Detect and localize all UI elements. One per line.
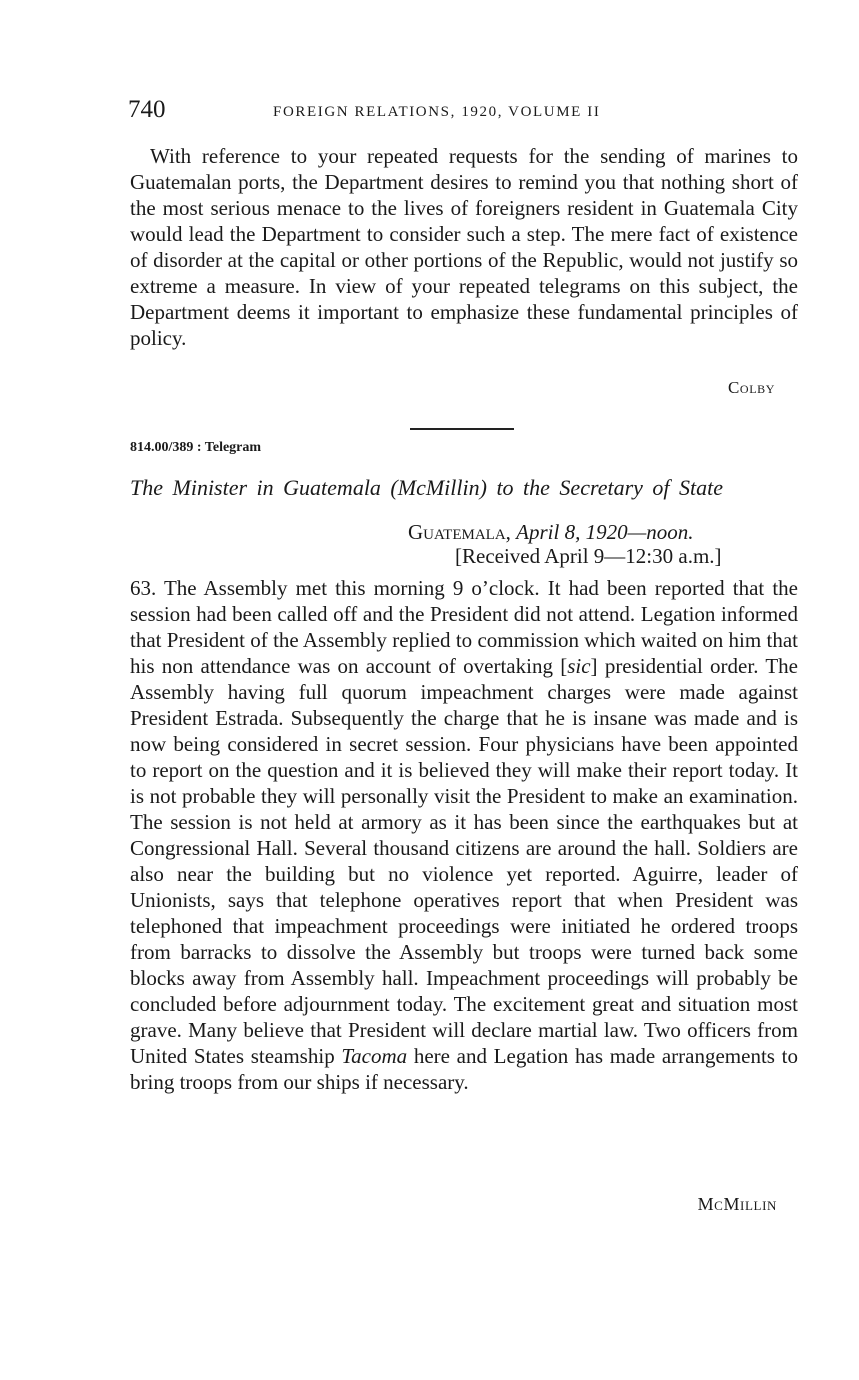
file-reference: 814.00/389 : Telegram <box>130 440 262 455</box>
dateline: Guatemala, April 8, 1920—noon. <box>408 520 694 544</box>
document-title: The Minister in Guatemala (McMillin) to the Secretary of State <box>130 475 724 500</box>
dateline-date: April 8, 1920—noon. <box>516 520 694 544</box>
sic-annotation: sic <box>567 654 591 678</box>
ship-name: Tacoma <box>341 1044 408 1068</box>
signature-colby: Colby <box>727 378 775 397</box>
telegram-body <box>130 575 798 1095</box>
received-note: [Received April 9—12:30 a.m.] <box>455 544 722 568</box>
page-number: 740 <box>128 96 166 123</box>
page-header <box>128 96 798 130</box>
letter-body: With reference to your repeated requests for the sending of marines to Guatemalan ports, the Department desires to remind you that nothing short of the most serious menace to the lives of foreigners resident in Guatemala City would lead the Department to consider such a step. The mere fact of existence of disorder at the capital or other portions of the Republic, would not justify so extreme a measure. In view of your repeated telegrams on this subject, the Department deems it important to emphasize these fundamental principles of policy. <box>130 144 798 350</box>
running-head: FOREIGN RELATIONS, 1920, VOLUME II <box>273 104 601 120</box>
dateline-place: Guatemala <box>408 520 506 544</box>
telegram-body-part1: 63. The Assembly met this morning 9 o’clock. It had been reported that the session had been called off and the President did not attend. Legation informed that President of the Assembly replied to commission which waited on him that his non attendance was on account of overtaking [ <box>130 576 798 678</box>
signature-mcmillin: McMillin <box>697 1194 777 1214</box>
telegram-body-part3: here and Legation has made arrangements to bring troops from our ships if necessary. <box>130 1044 798 1094</box>
section-divider <box>410 428 514 430</box>
telegram-body-part2: ] presidential order. The Assembly having full quorum impeachment charges were made against President Estrada. Subsequently the charge that he is insane was made and is now being considered in secret session. Four physicians have been appointed to report on the question and it is believed they will make their report today. It is not probable they will personally visit the President to make an examination. The session is not held at armory as it has been since the earthquakes but at Congressional Hall. Several thousand citizens are around the hall. Soldiers are also near the building but no violence yet reported. Aguirre, leader of Unionists, says that telephone operatives report that when President was telephoned that impeachment proceedings were initiated he ordered troops from barracks to dissolve the Assembly but troops were turned back some blocks away from Assembly hall. Impeachment proceedings will probably be concluded before adjournment today. The excitement great and situation most grave. Many believe that President will declare martial law. Two officers from United States steamship <box>130 654 798 1068</box>
